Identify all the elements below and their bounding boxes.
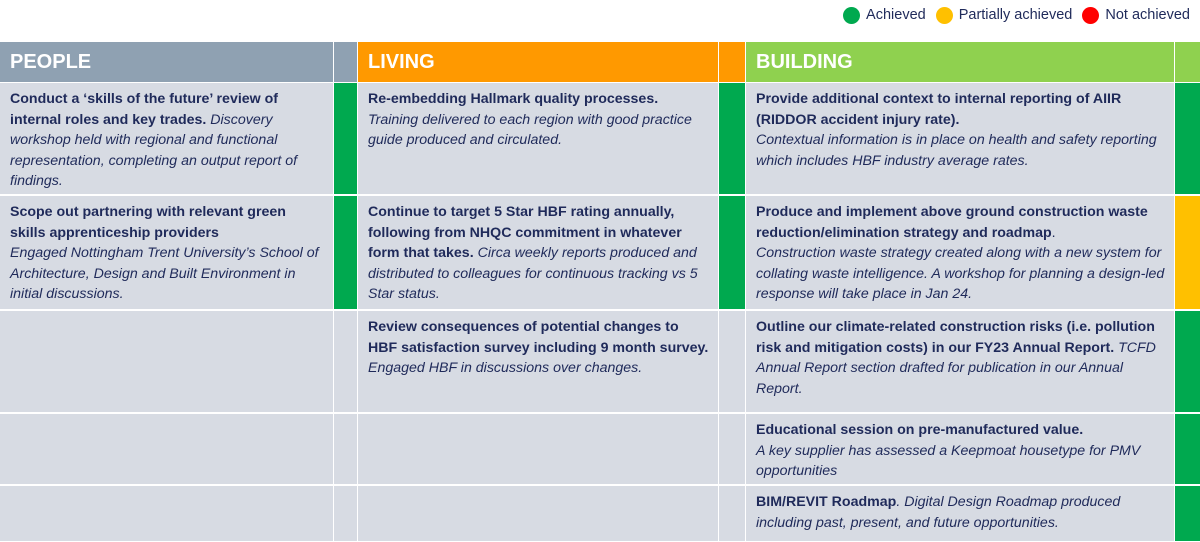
living-item-2-status — [719, 196, 745, 310]
status-legend — [833, 4, 1190, 26]
living-header-status — [719, 42, 745, 82]
legend-achieved — [843, 7, 926, 24]
legend-not-achieved — [1082, 7, 1190, 24]
people-header-label: PEOPLE — [10, 50, 92, 73]
people-item-1-title: Conduct a ‘skills of the future’ review of internal roles and key trades. — [10, 91, 279, 128]
people-header-status — [334, 42, 357, 82]
building-item-2: Produce and implement above ground construction waste reduction/elimination strategy and roadmap. Construction waste strategy created along with a new system for collating waste intelligence. A workshop for planning a design-led response will take place in Jan 24. — [746, 196, 1174, 310]
commitments-table — [0, 42, 1200, 542]
legend-not-achieved-label: Not achieved — [1105, 7, 1190, 23]
people-empty-3 — [0, 486, 333, 542]
legend-achieved-label: Achieved — [866, 7, 926, 23]
living-item-1-title: Re-embedding Hallmark quality processes. — [368, 91, 659, 107]
building-item-2-title: Produce and implement above ground construction waste reduction/elimination strategy and roadmap — [756, 204, 1148, 241]
people-item-2-status — [334, 196, 357, 310]
people-empty-2 — [0, 414, 333, 485]
building-header-status — [1175, 42, 1200, 82]
people-empty-status-3 — [334, 486, 357, 542]
people-item-1-detail: Discovery workshop held with regional and functional representation, completing an output report of findings. — [10, 111, 298, 189]
amber-dot-icon — [936, 7, 953, 24]
living-empty-status-2 — [719, 486, 745, 542]
people-item-1-status — [334, 83, 357, 195]
legend-partial-label: Partially achieved — [958, 7, 1073, 23]
building-item-3-detail: TCFD Annual Report section drafted for publication in our Annual Report. — [756, 339, 1156, 397]
living-item-3-status — [719, 311, 745, 413]
building-item-1-detail: Contextual information is in place on health and safety reporting which includes HBF industry average rates. — [756, 132, 1157, 169]
living-item-3-detail: Engaged HBF in discussions over changes. — [368, 360, 643, 376]
building-item-1-title: Provide additional context to internal reporting of AIIR (RIDDOR accident injury rate). — [756, 91, 1122, 128]
people-item-2-title: Scope out partnering with relevant green skills apprenticeship providers — [10, 204, 286, 241]
people-item-1 — [0, 83, 333, 195]
building-item-5-detail: . Digital Design Roadmap produced including past, present, and future opportunities. — [756, 494, 1121, 531]
living-item-1-detail: Training delivered to each region with good practice guide produced and circulated. — [368, 111, 692, 148]
building-item-3-status — [1175, 311, 1200, 413]
building-item-1 — [746, 83, 1174, 195]
building-item-3-title: Outline our climate-related construction risks (i.e. pollution risk and mitigation costs) in our FY23 Annual Report. — [756, 319, 1155, 356]
building-item-5-status — [1175, 486, 1200, 542]
building-item-5 — [746, 486, 1174, 542]
building-item-1-status — [1175, 83, 1200, 195]
building-item-4-detail: A key supplier has assessed a Keepmoat housetype for PMV opportunities — [756, 442, 1141, 479]
building-item-4 — [746, 414, 1174, 485]
living-header-label: LIVING — [368, 50, 435, 73]
building-item-2-detail: Construction waste strategy created along with a new system for collating waste intelligence. A workshop for planning a design-led response will take place in Jan 24. — [756, 245, 1165, 302]
living-item-1-status — [719, 83, 745, 195]
living-header — [358, 42, 718, 82]
people-item-2-detail: Engaged Nottingham Trent University’s School of Architecture, Design and Built Environment in initial discussions. — [10, 245, 319, 302]
building-item-4-title: Educational session on pre-manufactured value. — [756, 422, 1084, 438]
building-item-3 — [746, 311, 1174, 413]
living-item-3 — [358, 311, 718, 413]
living-item-2-detail: Circa weekly reports produced and distributed to colleagues for continuous tracking vs 5 Star status. — [368, 245, 698, 302]
living-empty-2 — [358, 486, 718, 542]
living-item-1 — [358, 83, 718, 195]
building-item-2-status — [1175, 196, 1200, 310]
people-item-2 — [0, 196, 333, 310]
living-item-2-title: Continue to target 5 Star HBF rating annually, following from NHQC commitment in whatever form that takes. — [368, 204, 682, 261]
red-dot-icon — [1082, 7, 1099, 24]
living-empty-status-1 — [719, 414, 745, 485]
legend-partial — [936, 7, 1073, 24]
building-item-4-status — [1175, 414, 1200, 485]
green-dot-icon — [843, 7, 860, 24]
living-item-3-title: Review consequences of potential changes to HBF satisfaction survey including 9 month survey. — [368, 319, 709, 356]
people-empty-1 — [0, 311, 333, 413]
building-header — [746, 42, 1174, 82]
building-item-5-title: BIM/REVIT Roadmap — [756, 494, 897, 510]
people-empty-status-1 — [334, 311, 357, 413]
people-empty-status-2 — [334, 414, 357, 485]
living-item-2 — [358, 196, 718, 310]
people-header — [0, 42, 333, 82]
living-empty-1 — [358, 414, 718, 485]
building-header-label: BUILDING — [756, 50, 853, 73]
